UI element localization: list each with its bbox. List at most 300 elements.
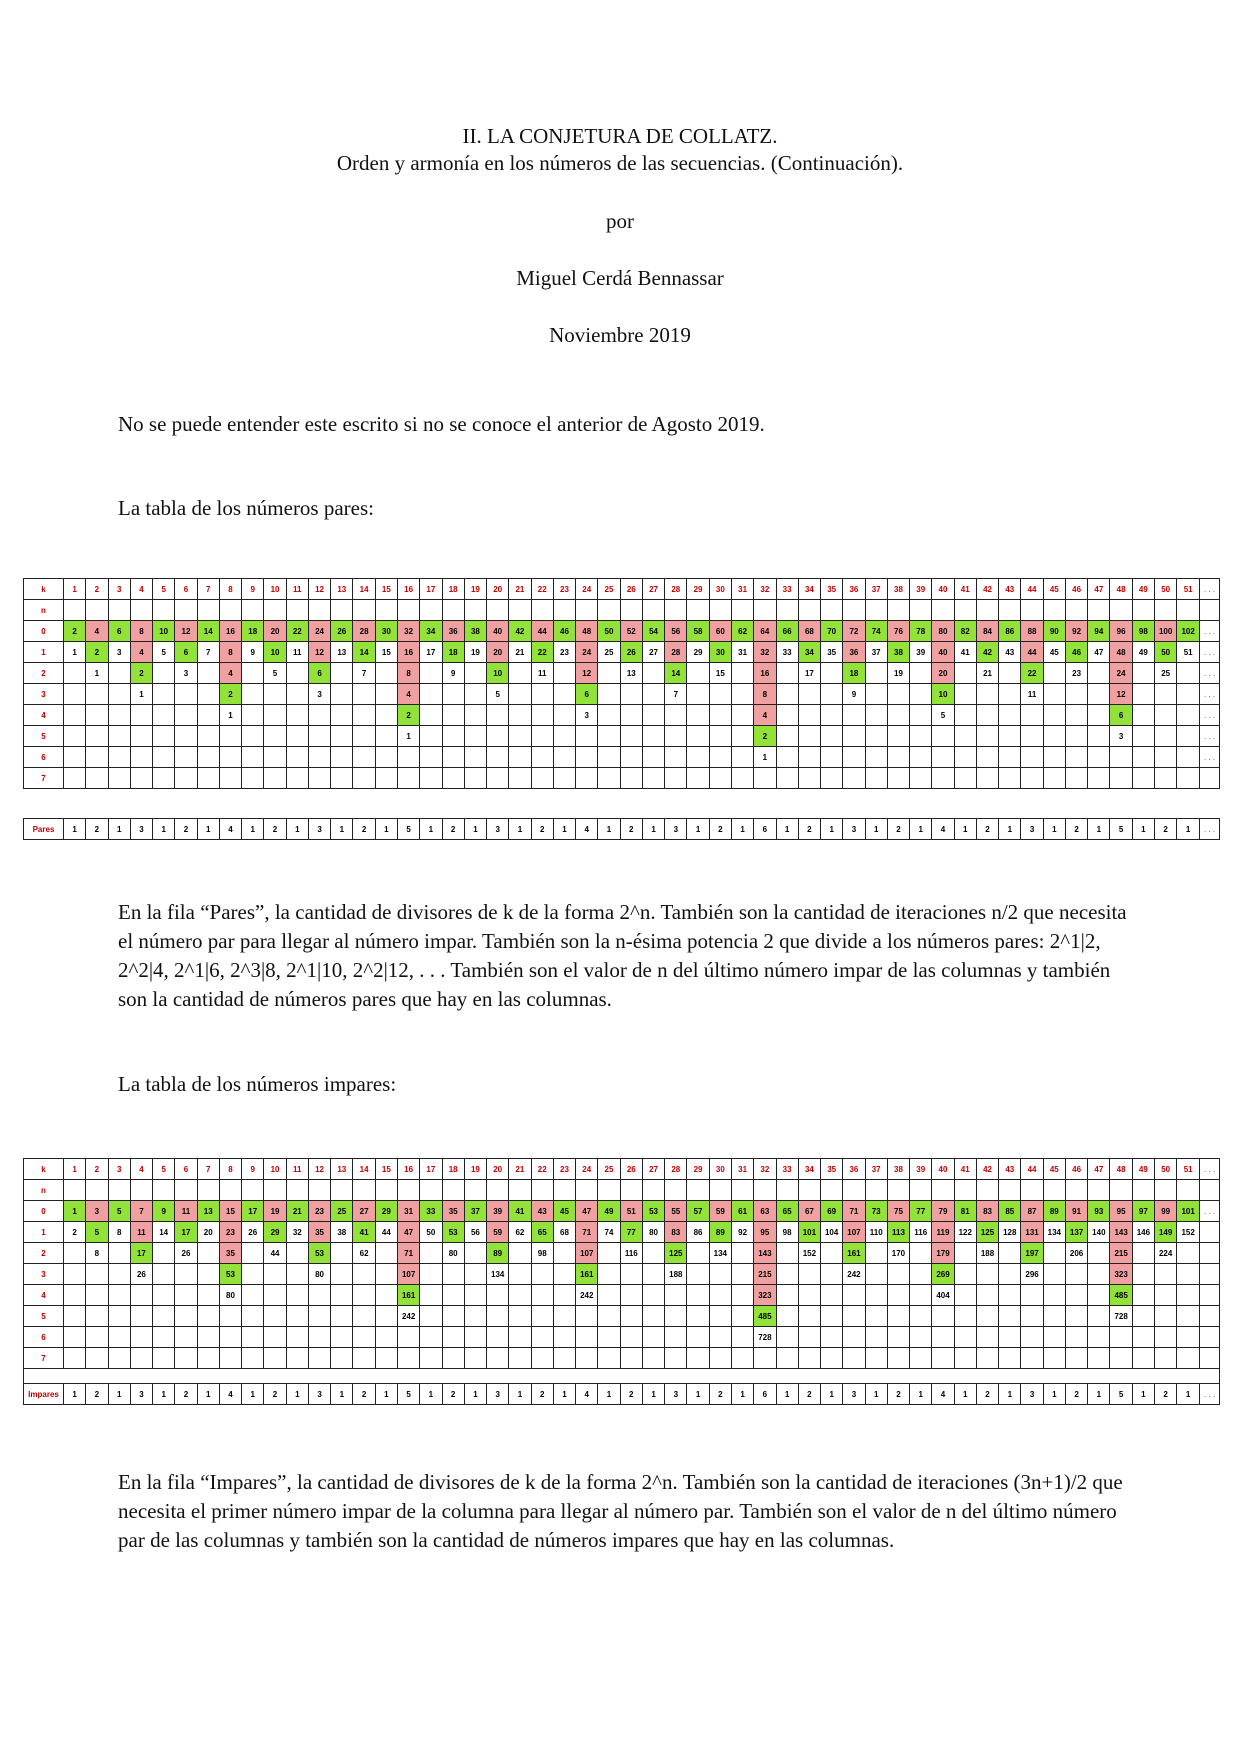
impares-k-header: 16: [397, 1159, 419, 1180]
impares-cell: [999, 1306, 1021, 1327]
pares-cell: [776, 705, 798, 726]
impares-cell: [353, 1348, 375, 1369]
pares-cell: 14: [197, 621, 219, 642]
pares-summary-cell: 1: [108, 819, 130, 840]
impares-cell: [798, 1348, 820, 1369]
impares-cell: [776, 1306, 798, 1327]
impares-cell: [999, 1348, 1021, 1369]
impares-cell: [153, 1264, 175, 1285]
pares-cell: [464, 747, 486, 768]
impares-cell: [153, 1306, 175, 1327]
pares-cell: [487, 768, 509, 789]
pares-k-header: 16: [397, 579, 419, 600]
pares-cell: 7: [665, 684, 687, 705]
pares-summary-cell: 3: [665, 819, 687, 840]
impares-cell: 71: [576, 1222, 598, 1243]
impares-cell: [375, 1306, 397, 1327]
impares-cell: [887, 1348, 909, 1369]
pares-cell: 62: [731, 621, 753, 642]
pares-cell: [353, 684, 375, 705]
impares-cell: [1200, 1180, 1220, 1201]
impares-cell: [687, 1348, 709, 1369]
pares-cell: [798, 600, 820, 621]
pares-k-header: 23: [553, 579, 575, 600]
impares-cell: [932, 1327, 954, 1348]
pares-summary-cell: 5: [397, 819, 419, 840]
impares-summary-cell: 1: [1043, 1384, 1065, 1405]
impares-cell: 101: [798, 1222, 820, 1243]
impares-cell: [865, 1243, 887, 1264]
pares-cell: [1043, 684, 1065, 705]
pares-k-header: 26: [620, 579, 642, 600]
pares-cell: [308, 600, 330, 621]
pares-summary-cell: 1: [286, 819, 308, 840]
impares-cell: 35: [219, 1243, 241, 1264]
impares-cell: [1177, 1243, 1200, 1264]
pares-cell: [754, 600, 776, 621]
impares-cell: [776, 1348, 798, 1369]
impares-cell: 68: [553, 1222, 575, 1243]
impares-cell: 65: [776, 1201, 798, 1222]
impares-cell: 125: [665, 1243, 687, 1264]
pares-cell: [442, 768, 464, 789]
pares-cell: [865, 684, 887, 705]
pares-cell: [553, 663, 575, 684]
impares-table: [23, 1158, 1220, 1405]
pares-cell: 26: [620, 642, 642, 663]
impares-k-header: 29: [687, 1159, 709, 1180]
pares-cell: 32: [397, 621, 419, 642]
pares-cell: [887, 747, 909, 768]
pares-cell: [130, 747, 152, 768]
pares-summary-cell: 1: [509, 819, 531, 840]
impares-cell: [442, 1306, 464, 1327]
pares-cell: [464, 600, 486, 621]
pares-cell: [999, 600, 1021, 621]
impares-cell: [108, 1348, 130, 1369]
impares-cell: [1043, 1243, 1065, 1264]
pares-cell: [509, 684, 531, 705]
impares-k-header: 14: [353, 1159, 375, 1180]
pares-cell: [1132, 684, 1154, 705]
impares-k-header: 37: [865, 1159, 887, 1180]
impares-cell: [1088, 1264, 1110, 1285]
impares-cell: [1065, 1306, 1087, 1327]
pares-cell: [887, 705, 909, 726]
pares-cell: [420, 705, 442, 726]
impares-k-header: 21: [509, 1159, 531, 1180]
impares-cell: [264, 1306, 286, 1327]
pares-cell: [108, 768, 130, 789]
pares-cell: [731, 684, 753, 705]
impares-cell: [1088, 1306, 1110, 1327]
impares-cell: 269: [932, 1264, 954, 1285]
impares-summary-cell: 2: [887, 1384, 909, 1405]
impares-cell: [464, 1348, 486, 1369]
pares-cell: 11: [1021, 684, 1043, 705]
pares-k-header: 6: [175, 579, 197, 600]
impares-cell: [887, 1327, 909, 1348]
impares-cell: 92: [731, 1222, 753, 1243]
pares-cell: [999, 684, 1021, 705]
pares-cell: [1088, 663, 1110, 684]
impares-cell: 1: [64, 1201, 86, 1222]
impares-cell: [1043, 1348, 1065, 1369]
impares-cell: 119: [932, 1222, 954, 1243]
pares-cell: 90: [1043, 621, 1065, 642]
pares-cell: 98: [1132, 621, 1154, 642]
impares-cell: 53: [308, 1243, 330, 1264]
pares-cell: [108, 726, 130, 747]
impares-k-header: 48: [1110, 1159, 1132, 1180]
impares-row: [24, 1285, 1220, 1306]
pares-cell: [375, 600, 397, 621]
pares-cell: [86, 726, 108, 747]
impares-cell: [709, 1306, 731, 1327]
impares-summary-cell: 2: [442, 1384, 464, 1405]
pares-cell: 46: [1065, 642, 1087, 663]
impares-cell: 31: [397, 1201, 419, 1222]
impares-cell: [464, 1264, 486, 1285]
pares-header-row: [24, 579, 1220, 600]
impares-cell: [331, 1327, 353, 1348]
impares-summary-cell: 1: [509, 1384, 531, 1405]
impares-cell: [798, 1285, 820, 1306]
impares-cell: [108, 1285, 130, 1306]
impares-row-label: 2: [24, 1243, 64, 1264]
impares-cell: 69: [821, 1201, 843, 1222]
pares-summary-cell: 1: [598, 819, 620, 840]
pares-cell: 43: [999, 642, 1021, 663]
impares-cell: [910, 1243, 932, 1264]
impares-cell: [86, 1180, 108, 1201]
impares-cell: [976, 1180, 998, 1201]
impares-cell: [709, 1327, 731, 1348]
impares-cell: [531, 1285, 553, 1306]
impares-heading: La tabla de los números impares:: [118, 1072, 397, 1096]
impares-summary-cell: 2: [1065, 1384, 1087, 1405]
impares-cell: 39: [487, 1201, 509, 1222]
impares-cell: [219, 1327, 241, 1348]
impares-cell: [331, 1243, 353, 1264]
pares-cell: [397, 600, 419, 621]
pares-cell: [687, 768, 709, 789]
impares-cell: 98: [531, 1243, 553, 1264]
pares-cell: [576, 747, 598, 768]
impares-cell: [576, 1348, 598, 1369]
pares-cell: [999, 768, 1021, 789]
pares-cell: [887, 768, 909, 789]
pares-cell: [86, 768, 108, 789]
pares-row-label: 6: [24, 747, 64, 768]
impares-k-header: 20: [487, 1159, 509, 1180]
pares-cell: 48: [576, 621, 598, 642]
pares-cell: 36: [442, 621, 464, 642]
impares-cell: [1132, 1264, 1154, 1285]
impares-row-label: 3: [24, 1264, 64, 1285]
impares-cell: 77: [620, 1222, 642, 1243]
pares-cell: [175, 747, 197, 768]
pares-cell: [865, 600, 887, 621]
pares-cell: 44: [1021, 642, 1043, 663]
pares-k-header: 1: [64, 579, 86, 600]
impares-cell: [375, 1327, 397, 1348]
impares-spacer: [24, 1369, 1220, 1384]
pares-cell: [219, 747, 241, 768]
impares-cell: [1177, 1264, 1200, 1285]
pares-cell: [331, 726, 353, 747]
pares-summary-label: Pares: [24, 819, 64, 840]
pares-cell: [1155, 684, 1177, 705]
pares-cell: [776, 726, 798, 747]
pares-cell: 1: [754, 747, 776, 768]
pares-cell: 19: [887, 663, 909, 684]
impares-k-header: 15: [375, 1159, 397, 1180]
pares-cell: [487, 705, 509, 726]
impares-cell: [153, 1180, 175, 1201]
impares-cell: [620, 1348, 642, 1369]
pares-cell: [197, 705, 219, 726]
impares-cell: 2: [64, 1222, 86, 1243]
pares-cell: [665, 600, 687, 621]
pares-cell: 28: [353, 621, 375, 642]
impares-cell: 44: [375, 1222, 397, 1243]
pares-cell: 12: [1110, 684, 1132, 705]
impares-cell: 215: [754, 1264, 776, 1285]
impares-cell: [175, 1285, 197, 1306]
pares-cell: [821, 684, 843, 705]
impares-cell: 43: [531, 1201, 553, 1222]
pares-summary-cell: 2: [1065, 819, 1087, 840]
impares-cell: 27: [353, 1201, 375, 1222]
pares-cell: [798, 705, 820, 726]
impares-cell: [798, 1327, 820, 1348]
impares-cell: 91: [1065, 1201, 1087, 1222]
pares-cell: [1177, 747, 1200, 768]
pares-cell: [286, 726, 308, 747]
impares-cell: [1155, 1285, 1177, 1306]
impares-k-header: 50: [1155, 1159, 1177, 1180]
pares-summary-cell: 2: [353, 819, 375, 840]
pares-cell: 46: [553, 621, 575, 642]
pares-cell: 32: [754, 642, 776, 663]
impares-cell: 80: [642, 1222, 664, 1243]
pares-cell: [264, 684, 286, 705]
pares-cell: [798, 747, 820, 768]
pares-summary-cell: 2: [887, 819, 909, 840]
pares-cell: [531, 747, 553, 768]
pares-cell: [642, 747, 664, 768]
impares-cell: [86, 1327, 108, 1348]
pares-cell: [420, 726, 442, 747]
impares-cell: [642, 1264, 664, 1285]
pares-cell: [242, 726, 264, 747]
impares-cell: [442, 1327, 464, 1348]
impares-k-header: 17: [420, 1159, 442, 1180]
impares-cell: [620, 1285, 642, 1306]
pares-k-header: 37: [865, 579, 887, 600]
pares-summary-cell: 1: [910, 819, 932, 840]
impares-summary-cell: 1: [153, 1384, 175, 1405]
impares-cell: [843, 1306, 865, 1327]
impares-summary-cell: 1: [999, 1384, 1021, 1405]
pares-cell: [620, 747, 642, 768]
impares-k-header: 33: [776, 1159, 798, 1180]
pares-cell: [821, 768, 843, 789]
impares-cell: [153, 1243, 175, 1264]
impares-cell: 485: [754, 1306, 776, 1327]
impares-cell: [821, 1285, 843, 1306]
pares-cell: [219, 600, 241, 621]
pares-cell: [843, 726, 865, 747]
impares-k-header: 45: [1043, 1159, 1065, 1180]
pares-summary-cell: 3: [487, 819, 509, 840]
pares-cell: 4: [754, 705, 776, 726]
pares-k-header: 50: [1155, 579, 1177, 600]
impares-cell: [709, 1264, 731, 1285]
pares-cell: [887, 684, 909, 705]
pares-cell: [954, 705, 976, 726]
impares-k-header: 34: [798, 1159, 820, 1180]
pares-cell: [264, 726, 286, 747]
pares-summary-cell: 4: [932, 819, 954, 840]
pares-cell: 74: [865, 621, 887, 642]
pares-row: [24, 684, 1220, 705]
pares-cell: 20: [487, 642, 509, 663]
impares-cell: 14: [153, 1222, 175, 1243]
pares-cell: 9: [843, 684, 865, 705]
impares-row: [24, 1222, 1220, 1243]
pares-cell: [153, 768, 175, 789]
impares-cell: [910, 1306, 932, 1327]
pares-cell: [64, 663, 86, 684]
pares-cell: [375, 663, 397, 684]
pares-cell: 10: [932, 684, 954, 705]
impares-k-header: 46: [1065, 1159, 1087, 1180]
pares-cell: [1065, 705, 1087, 726]
pares-cell: 10: [264, 642, 286, 663]
pares-cell: [910, 747, 932, 768]
pares-cell: [264, 768, 286, 789]
pares-k-header: 45: [1043, 579, 1065, 600]
impares-cell: [598, 1180, 620, 1201]
pares-cell: [197, 600, 219, 621]
impares-summary-cell: 2: [175, 1384, 197, 1405]
impares-cell: [153, 1327, 175, 1348]
impares-cell: 152: [1177, 1222, 1200, 1243]
impares-cell: 113: [887, 1222, 909, 1243]
pares-k-header: 48: [1110, 579, 1132, 600]
impares-cell: [798, 1306, 820, 1327]
pares-cell: [887, 726, 909, 747]
pares-cell: [464, 663, 486, 684]
pares-cell: [1043, 768, 1065, 789]
pares-cell: [776, 600, 798, 621]
pares-cell: [509, 747, 531, 768]
impares-cell: [64, 1348, 86, 1369]
pares-cell: 12: [175, 621, 197, 642]
pares-k-header: 15: [375, 579, 397, 600]
pares-summary-cell: 2: [86, 819, 108, 840]
impares-cell: [487, 1180, 509, 1201]
pares-cell: 54: [642, 621, 664, 642]
impares-cell: 122: [954, 1222, 976, 1243]
impares-explanation: En la fila “Impares”, la cantidad de divisores de k de la forma 2^n. También son la cantidad de iteraciones (3n+1)/2 que necesita el primer número impar de la columna para llegar al número par. También son el valor de n del último número par de las columnas y también son la cantidad de números impares que hay en las columnas.: [118, 1470, 1123, 1552]
impares-cell: [286, 1243, 308, 1264]
impares-cell: [1088, 1285, 1110, 1306]
pares-cell: [709, 684, 731, 705]
pares-cell: 4: [397, 684, 419, 705]
pares-cell: [1065, 747, 1087, 768]
pares-cell: [464, 705, 486, 726]
impares-cell: 77: [910, 1201, 932, 1222]
pares-k-header: 19: [464, 579, 486, 600]
pares-cell: [286, 663, 308, 684]
impares-cell: [1177, 1180, 1200, 1201]
impares-cell: [976, 1327, 998, 1348]
pares-cell: 68: [798, 621, 820, 642]
pares-cell: [197, 663, 219, 684]
pares-row: [24, 621, 1220, 642]
impares-cell: 179: [932, 1243, 954, 1264]
pares-cell: [1132, 663, 1154, 684]
impares-cell: [286, 1348, 308, 1369]
impares-cell: [219, 1348, 241, 1369]
pares-cell: 35: [821, 642, 843, 663]
impares-summary-cell: 1: [553, 1384, 575, 1405]
pares-cell: 3: [576, 705, 598, 726]
impares-k-header: 40: [932, 1159, 954, 1180]
pares-cell: 24: [1110, 663, 1132, 684]
pares-cell: [264, 747, 286, 768]
impares-cell: [1200, 1264, 1220, 1285]
pares-cell: 2: [397, 705, 419, 726]
impares-cell: [821, 1264, 843, 1285]
impares-cell: [910, 1285, 932, 1306]
impares-cell: [108, 1243, 130, 1264]
pares-cell: [932, 747, 954, 768]
impares-summary-cell: 3: [130, 1384, 152, 1405]
impares-cell: [286, 1306, 308, 1327]
impares-summary-cell: 2: [1155, 1384, 1177, 1405]
pares-cell: [1021, 747, 1043, 768]
pares-k-header: 49: [1132, 579, 1154, 600]
pares-cell: [86, 684, 108, 705]
impares-cell: 98: [776, 1222, 798, 1243]
impares-cell: 13: [197, 1201, 219, 1222]
impares-summary-cell: 1: [731, 1384, 753, 1405]
pares-cell: 16: [219, 621, 241, 642]
pares-cell: [153, 726, 175, 747]
pares-cell: [642, 768, 664, 789]
pares-cell: [754, 768, 776, 789]
pares-cell: [576, 768, 598, 789]
pares-summary-cell: 3: [130, 819, 152, 840]
impares-k-header: 41: [954, 1159, 976, 1180]
pares-cell: 26: [331, 621, 353, 642]
pares-cell: [687, 705, 709, 726]
impares-k-header: 25: [598, 1159, 620, 1180]
impares-row: [24, 1327, 1220, 1348]
impares-cell: [1110, 1327, 1132, 1348]
impares-cell: [709, 1180, 731, 1201]
impares-cell: [175, 1180, 197, 1201]
impares-cell: 81: [954, 1201, 976, 1222]
impares-cell: [843, 1180, 865, 1201]
impares-summary-cell: 1: [286, 1384, 308, 1405]
pares-k-header: 18: [442, 579, 464, 600]
pares-cell: [910, 768, 932, 789]
